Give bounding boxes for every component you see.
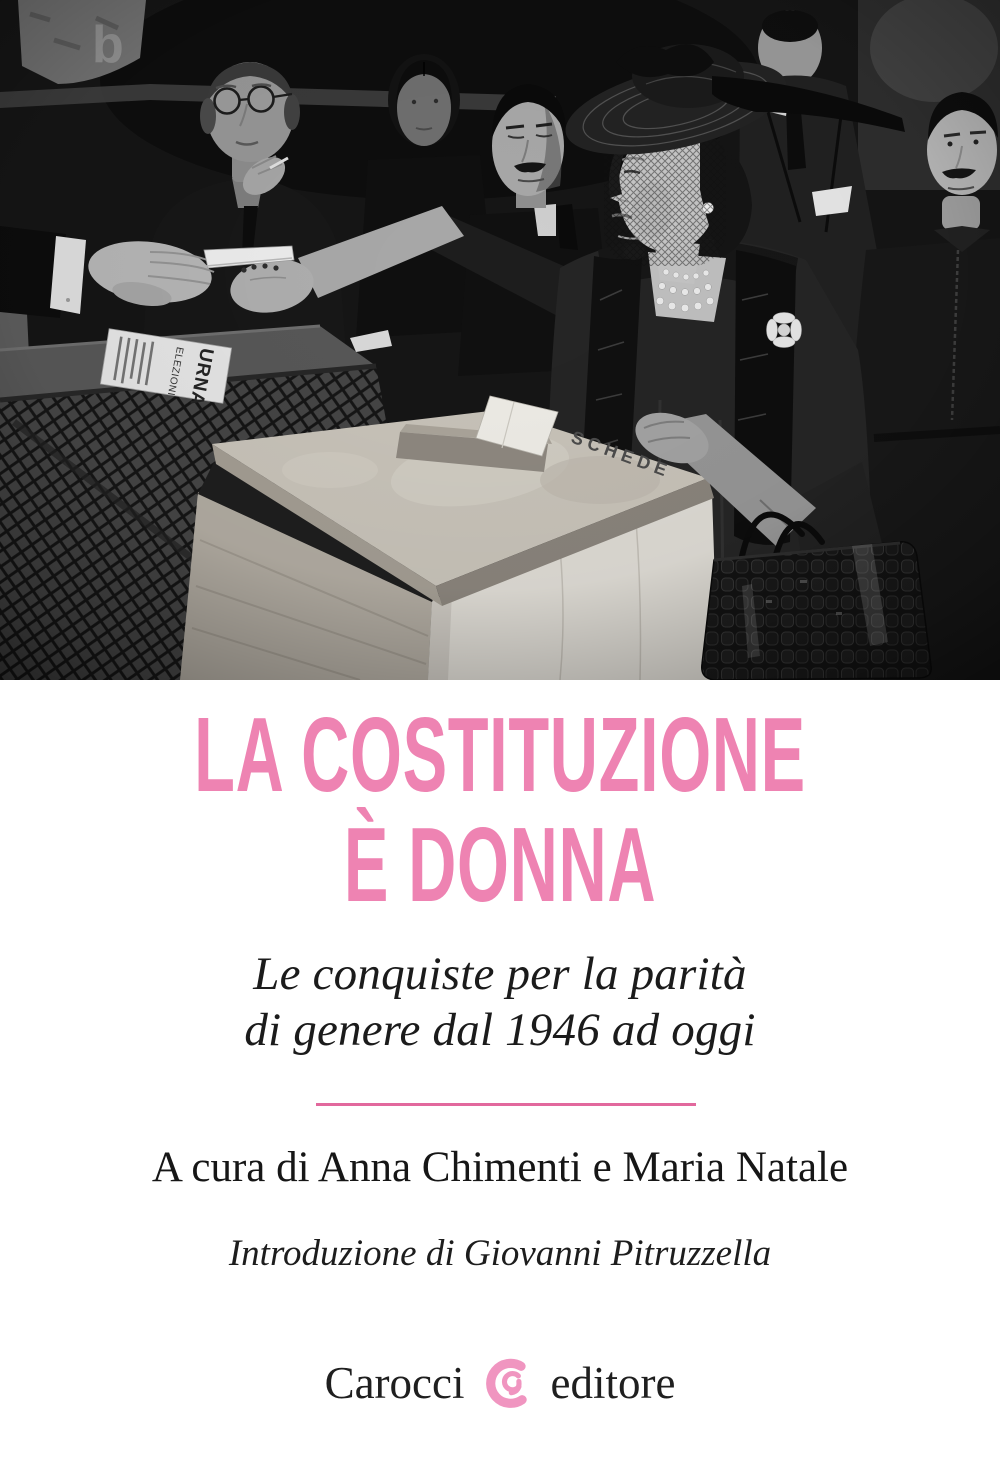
photo-vignette xyxy=(0,0,1000,680)
publisher-name: Carocci xyxy=(324,1358,465,1408)
voting-scene-photo xyxy=(0,0,1000,680)
cover-photo xyxy=(0,0,1000,680)
title-divider xyxy=(316,1103,696,1106)
title-line-2: È DONNA xyxy=(343,806,657,924)
publisher-logo xyxy=(0,1348,1000,1418)
publisher-type: editore xyxy=(550,1358,676,1408)
introduction-line: Introduzione di Giovanni Pitruzzella xyxy=(228,1233,772,1274)
subtitle-line-1: Le conquiste per la parità xyxy=(253,948,747,1000)
subtitle-line-2: di genere dal 1946 ad oggi xyxy=(244,1004,756,1056)
editors-line: A cura di Anna Chimenti e Maria Natale xyxy=(151,1144,849,1191)
subtitle xyxy=(0,946,1000,1058)
title-line-1: LA COSTITUZIONE xyxy=(194,696,806,814)
carocci-mark-icon xyxy=(480,1352,534,1414)
